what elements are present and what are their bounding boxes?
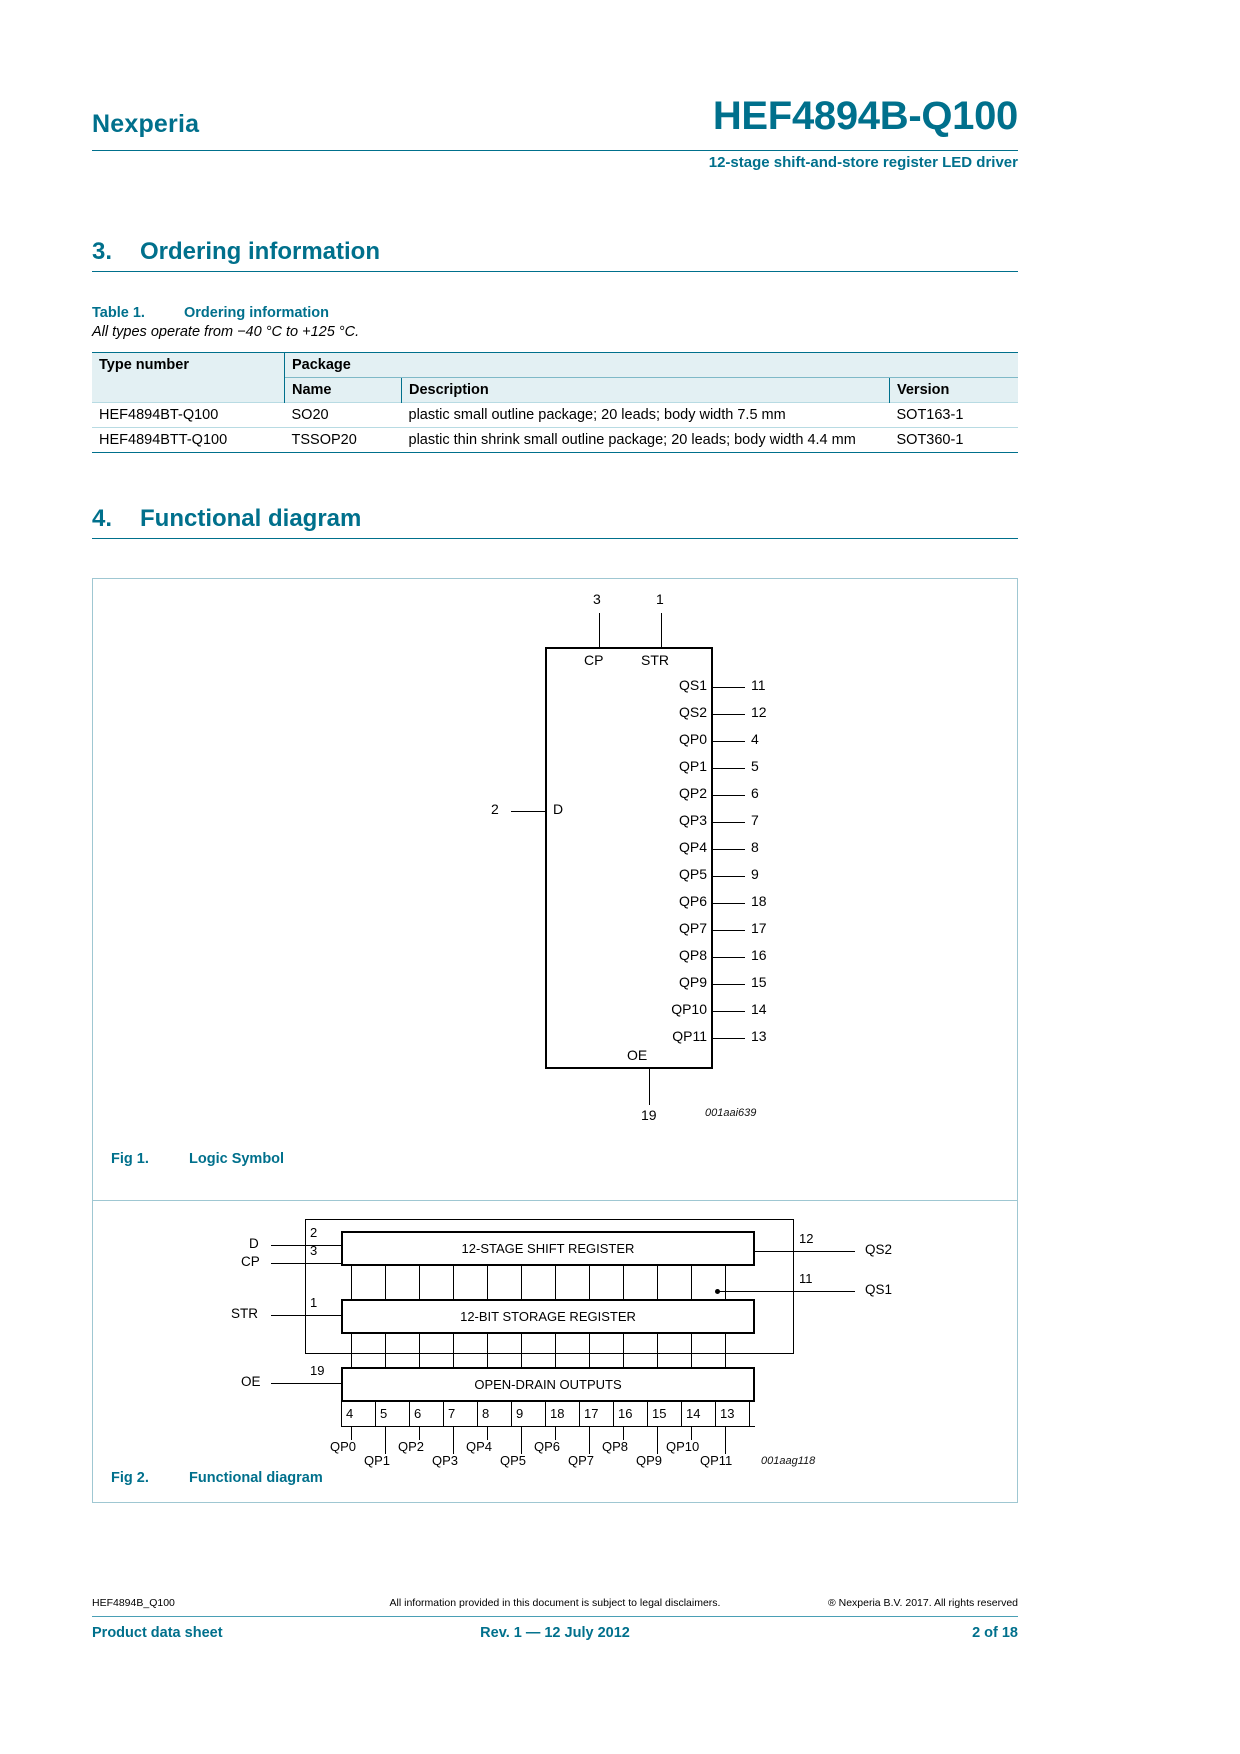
- tap-line: [589, 1266, 590, 1299]
- fd-pin-number-qp7: 17: [584, 1406, 599, 1421]
- figure-1-caption: [111, 1151, 284, 1167]
- output-pin-qp2: 6: [751, 785, 759, 801]
- output-pin-qs1: 11: [751, 677, 766, 693]
- output-label-qs1: QS1: [678, 677, 707, 693]
- fd-lead-qs1: [717, 1291, 855, 1292]
- brand-name: Nexperia: [92, 110, 200, 138]
- tap-line: [725, 1266, 726, 1299]
- fd-pin-number-qp10: 14: [686, 1406, 701, 1421]
- fd-pin-number-qp9: 15: [652, 1406, 667, 1421]
- footer-disclaimer: All information provided in this document is subject to legal disclaimers.: [389, 1597, 721, 1609]
- tap-line: [657, 1266, 658, 1299]
- output-label-qp8: QP8: [678, 947, 707, 963]
- pin-label-cp: CP: [584, 652, 604, 668]
- tap-line: [487, 1334, 488, 1367]
- output-pin-qp4: 8: [751, 839, 759, 855]
- fd-lead-qs2: [755, 1251, 855, 1252]
- table-head: [92, 353, 1018, 403]
- pin-lead-oe: [649, 1069, 650, 1105]
- fd-input-pin-d: 2: [310, 1225, 318, 1240]
- tap-line: [521, 1334, 522, 1367]
- pin-number-oe: 19: [641, 1107, 657, 1123]
- output-label-qp0: QP0: [678, 731, 707, 747]
- output-label-qp2: QP2: [678, 785, 707, 801]
- figure-id-functional-diagram: 001aag118: [761, 1455, 816, 1467]
- output-lead: [713, 930, 745, 931]
- pin-label-d: D: [553, 801, 564, 817]
- fd-pin-number-qp8: 16: [618, 1406, 633, 1421]
- pin-label-str: STR: [641, 652, 669, 668]
- fd-output-label-qs2: QS2: [865, 1242, 893, 1257]
- header-description: Description: [402, 378, 890, 403]
- output-stub: [521, 1426, 522, 1454]
- left-bus-rail: [305, 1219, 306, 1353]
- tap-line: [623, 1266, 624, 1299]
- pin-lead-str: [661, 613, 662, 647]
- tap-line: [657, 1334, 658, 1367]
- block-open-drain-outputs: OPEN-DRAIN OUTPUTS: [341, 1367, 755, 1402]
- tap-line: [691, 1334, 692, 1367]
- table-caption-text: Ordering information: [184, 305, 329, 321]
- output-stub: [487, 1426, 488, 1440]
- cell-type-number: HEF4894BT-Q100: [92, 403, 285, 428]
- table-caption-label: Table 1.: [92, 305, 145, 321]
- cell-version: SOT163-1: [890, 403, 1019, 428]
- cell-type-number: HEF4894BTT-Q100: [92, 428, 285, 453]
- figure-2-caption-text: Functional diagram: [189, 1470, 323, 1486]
- pin-cell-divider: [749, 1402, 750, 1426]
- cell-version: SOT360-1: [890, 428, 1019, 453]
- fd-output-label-qp2: QP2: [398, 1439, 425, 1454]
- output-pin-qp0: 4: [751, 731, 759, 747]
- output-lead: [713, 984, 745, 985]
- output-lead: [713, 1011, 745, 1012]
- output-lead: [713, 957, 745, 958]
- section-number: 4.: [92, 505, 113, 532]
- header-type-number: Type number: [92, 353, 285, 403]
- pin-number-str: 1: [656, 591, 664, 607]
- cell-name: SO20: [285, 403, 402, 428]
- fd-lead-d: [271, 1245, 341, 1246]
- pin-lead-d: [511, 811, 545, 812]
- fd-input-label-oe: OE: [241, 1374, 261, 1389]
- output-pin-qp10: 14: [751, 1001, 767, 1017]
- output-pin-qp5: 9: [751, 866, 759, 882]
- tap-line: [385, 1334, 386, 1367]
- output-label-qp1: QP1: [678, 758, 707, 774]
- tap-line: [453, 1266, 454, 1299]
- pin-number-d: 2: [491, 801, 499, 817]
- pin-lead-cp: [599, 613, 600, 647]
- figure-id-logic-symbol: 001aai639: [705, 1107, 757, 1119]
- section-title: Ordering information: [140, 238, 380, 265]
- output-stub: [419, 1426, 420, 1440]
- pin-cell-divider: [647, 1402, 648, 1426]
- output-label-qp11: QP11: [672, 1028, 707, 1044]
- fd-output-label-qs1: QS1: [865, 1282, 893, 1297]
- table-body: [92, 403, 1018, 453]
- fd-output-pin-qs1: 11: [799, 1271, 813, 1286]
- page-header: [92, 94, 1018, 171]
- fd-pin-number-qp1: 5: [380, 1406, 388, 1421]
- tap-line: [487, 1266, 488, 1299]
- tap-line: [351, 1266, 352, 1299]
- output-stub: [623, 1426, 624, 1440]
- pin-cell-divider: [511, 1402, 512, 1426]
- tap-line: [521, 1266, 522, 1299]
- table-note: All types operate from −40 °C to +125 °C.: [92, 324, 360, 340]
- output-lead: [713, 903, 745, 904]
- output-stub: [385, 1426, 386, 1454]
- output-pin-qp8: 16: [751, 947, 767, 963]
- right-bus-rail: [793, 1219, 794, 1353]
- tap-line: [623, 1334, 624, 1367]
- pin-cell-divider: [545, 1402, 546, 1426]
- table-header-row-1: [92, 353, 1018, 378]
- section-heading-functional-diagram: [92, 505, 1018, 539]
- figure-1-caption-text: Logic Symbol: [189, 1151, 285, 1167]
- tap-line: [419, 1266, 420, 1299]
- fd-output-label-qp11: QP11: [700, 1453, 733, 1468]
- bottom-bus-rail: [305, 1353, 794, 1354]
- fd-pin-number-qp5: 9: [516, 1406, 524, 1421]
- top-bus-rail: [305, 1219, 794, 1220]
- fd-pin-number-qp4: 8: [482, 1406, 490, 1421]
- block-shift-register: 12-STAGE SHIFT REGISTER: [341, 1231, 755, 1266]
- fd-input-label-str: STR: [231, 1306, 258, 1321]
- logic-symbol-diagram: [93, 579, 1017, 1139]
- section-number: 3.: [92, 238, 113, 265]
- header-package: Package: [285, 353, 1019, 378]
- figure-1-caption-label: Fig 1.: [111, 1151, 149, 1167]
- output-label-qp9: QP9: [678, 974, 707, 990]
- pin-cell-divider: [409, 1402, 410, 1426]
- fd-input-pin-cp: 3: [310, 1243, 318, 1258]
- table-row: [92, 428, 1018, 453]
- output-label-qp4: QP4: [678, 839, 707, 855]
- output-stub: [725, 1426, 726, 1454]
- output-lead: [713, 741, 745, 742]
- output-pin-qp9: 15: [751, 974, 767, 990]
- pin-cell-divider: [715, 1402, 716, 1426]
- output-label-qp7: QP7: [678, 920, 707, 936]
- fd-input-label-d: D: [249, 1236, 259, 1251]
- fd-input-pin-oe: 19: [310, 1363, 325, 1378]
- tap-line: [589, 1334, 590, 1367]
- output-pin-row-baseline: [341, 1426, 755, 1427]
- fd-input-pin-str: 1: [310, 1295, 318, 1310]
- fd-output-label-qp3: QP3: [432, 1453, 459, 1468]
- output-lead: [713, 822, 745, 823]
- output-lead: [713, 849, 745, 850]
- fd-input-label-cp: CP: [241, 1254, 260, 1269]
- output-pin-qs2: 12: [751, 704, 767, 720]
- output-label-qs2: QS2: [678, 704, 707, 720]
- tap-line: [385, 1266, 386, 1299]
- header-version: Version: [890, 378, 1019, 403]
- pin-label-oe: OE: [627, 1047, 648, 1063]
- junction-dot-qs1: [715, 1289, 720, 1294]
- output-lead: [713, 768, 745, 769]
- figure-1-frame: [92, 578, 1018, 1202]
- output-lead: [713, 1038, 745, 1039]
- output-pin-qp7: 17: [751, 920, 767, 936]
- output-label-qp5: QP5: [678, 866, 707, 882]
- pin-cell-divider: [375, 1402, 376, 1426]
- output-stub: [691, 1426, 692, 1440]
- pin-cell-divider: [579, 1402, 580, 1426]
- section-title: Functional diagram: [140, 505, 362, 532]
- output-stub: [589, 1426, 590, 1454]
- fd-lead-oe: [271, 1383, 341, 1384]
- table-caption: [92, 305, 1018, 340]
- footer-meta-row: [92, 1597, 1018, 1615]
- pin-cell-divider: [443, 1402, 444, 1426]
- fd-output-label-qp9: QP9: [636, 1453, 663, 1468]
- footer-main-row: [92, 1625, 1018, 1651]
- page-footer: [92, 1597, 1018, 1651]
- fd-pin-number-qp11: 13: [720, 1406, 735, 1421]
- output-lead: [713, 876, 745, 877]
- output-pin-qp3: 7: [751, 812, 759, 828]
- tap-line: [691, 1266, 692, 1299]
- functional-diagram: [93, 1201, 1017, 1468]
- pin-number-cp: 3: [593, 591, 601, 607]
- fd-output-label-qp6: QP6: [534, 1439, 561, 1454]
- output-pin-qp1: 5: [751, 758, 759, 774]
- cell-description: plastic small outline package; 20 leads; body width 7.5 mm: [402, 403, 890, 428]
- fd-output-label-qp1: QP1: [364, 1453, 391, 1468]
- footer-page-number: 2 of 18: [972, 1625, 1018, 1641]
- output-label-qp3: QP3: [678, 812, 707, 828]
- output-pin-qp11: 13: [751, 1028, 767, 1044]
- pin-cell-divider: [681, 1402, 682, 1426]
- output-lead: [713, 795, 745, 796]
- fd-output-label-qp10: QP10: [666, 1439, 700, 1454]
- part-number-title: HEF4894B-Q100: [712, 94, 1018, 138]
- fd-pin-number-qp3: 7: [448, 1406, 456, 1421]
- fd-output-label-qp8: QP8: [602, 1439, 629, 1454]
- cell-name: TSSOP20: [285, 428, 402, 453]
- pin-cell-divider: [477, 1402, 478, 1426]
- header-divider: [92, 150, 1018, 151]
- figure-2-caption: [111, 1470, 323, 1486]
- header-name: Name: [285, 378, 402, 403]
- fd-pin-number-qp0: 4: [346, 1406, 354, 1421]
- ordering-information-table: [92, 352, 1018, 453]
- output-lead: [713, 714, 745, 715]
- footer-copyright: ® Nexperia B.V. 2017. All rights reserved: [827, 1597, 1018, 1609]
- tap-line: [351, 1334, 352, 1367]
- fd-output-label-qp5: QP5: [500, 1453, 527, 1468]
- cell-description: plastic thin shrink small outline package; 20 leads; body width 4.4 mm: [402, 428, 890, 453]
- section-divider: [92, 538, 1018, 539]
- pin-cell-divider: [341, 1402, 342, 1426]
- output-stub: [453, 1426, 454, 1454]
- output-lead: [713, 687, 745, 688]
- output-label-qp6: QP6: [678, 893, 707, 909]
- fd-output-label-qp4: QP4: [466, 1439, 493, 1454]
- tap-line: [725, 1334, 726, 1367]
- output-stub: [555, 1426, 556, 1440]
- fd-lead-str: [271, 1315, 341, 1316]
- tap-line: [555, 1334, 556, 1367]
- fd-pin-number-qp6: 18: [550, 1406, 565, 1421]
- section-divider: [92, 271, 1018, 272]
- table-row: [92, 403, 1018, 428]
- tap-line: [555, 1266, 556, 1299]
- tap-line: [419, 1334, 420, 1367]
- block-storage-register: 12-BIT STORAGE REGISTER: [341, 1299, 755, 1334]
- figure-2-caption-label: Fig 2.: [111, 1470, 149, 1486]
- output-label-qp10: QP10: [671, 1001, 707, 1017]
- output-stub: [657, 1426, 658, 1454]
- footer-document-id: HEF4894B_Q100: [92, 1597, 175, 1609]
- output-pin-qp6: 18: [751, 893, 767, 909]
- footer-document-type: Product data sheet: [92, 1625, 223, 1641]
- fd-lead-cp: [271, 1263, 341, 1264]
- fd-pin-number-qp2: 6: [414, 1406, 422, 1421]
- footer-divider: [92, 1616, 1018, 1617]
- tap-line: [453, 1334, 454, 1367]
- fd-output-label-qp0: QP0: [330, 1439, 357, 1454]
- footer-revision: Rev. 1 — 12 July 2012: [480, 1625, 630, 1641]
- page-subtitle: 12-stage shift-and-store register LED driver: [708, 154, 1018, 171]
- fd-output-pin-qs2: 12: [799, 1231, 814, 1246]
- figure-2-frame: [92, 1200, 1018, 1503]
- section-heading-ordering-information: [92, 238, 1018, 272]
- output-stub: [351, 1426, 352, 1440]
- pin-cell-divider: [613, 1402, 614, 1426]
- fd-output-label-qp7: QP7: [568, 1453, 595, 1468]
